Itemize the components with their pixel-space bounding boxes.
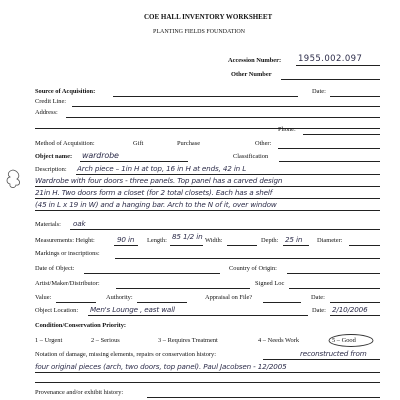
notation-rule-1	[263, 359, 380, 360]
date-of-object-line	[84, 273, 220, 274]
purchase-option: Purchase	[177, 140, 201, 147]
classification-line	[279, 161, 380, 162]
accession-number-line	[296, 65, 380, 66]
object-location-value: Men's Lounge , east wall	[90, 305, 175, 314]
source-label: Source of Acquisition:	[35, 88, 96, 95]
height-line	[114, 245, 138, 246]
notation-rule-2	[35, 372, 380, 373]
source-date-line	[330, 96, 380, 97]
worksheet-title: COE HALL INVENTORY WORKSHEET	[144, 13, 273, 21]
provenance-label: Provenance and/or exhibit history:	[35, 389, 124, 396]
description-line-1: Arch piece – 1in H at top, 16 in H at ends, 42 in L	[77, 164, 247, 173]
description-rule-3	[35, 198, 380, 199]
provenance-line	[147, 397, 380, 398]
materials-value: oak	[73, 219, 86, 228]
depth-value: 25 in	[285, 235, 303, 244]
condition-title: Condition/Conservation Priority:	[35, 322, 127, 329]
description-line-2: Wardrobe with four doors - three panels. Top panel has a carved design	[35, 176, 283, 185]
object-name-value: wardrobe	[82, 151, 119, 160]
object-location-label: Object Location:	[35, 307, 79, 314]
authority-line	[137, 302, 187, 303]
location-date-line	[330, 315, 380, 316]
width-label: Width:	[205, 237, 223, 244]
credit-line-label: Credit Line:	[35, 98, 67, 105]
description-rule-1	[76, 174, 380, 175]
notation-value-1: reconstructed from	[300, 349, 367, 358]
description-line-4: (45 in L x 19 in W) and a hanging bar. Arch to the N of it, over window	[35, 200, 277, 209]
credit-line-line	[72, 106, 380, 107]
method-label: Method of Acquisition:	[35, 140, 95, 147]
accession-number-label: Accession Number:	[228, 57, 282, 64]
value-label: Value:	[35, 294, 52, 301]
depth-label: Depth:	[261, 237, 279, 244]
object-location-line	[88, 315, 308, 316]
depth-line	[283, 245, 309, 246]
length-value: 85 1/2 in	[172, 232, 203, 241]
description-rule-4	[35, 210, 380, 211]
country-label: Country of Origin:	[229, 265, 277, 272]
description-rule-2	[35, 186, 380, 187]
notation-rule-3	[35, 382, 380, 383]
signed-label: Signed Loc	[255, 280, 285, 287]
address-label: Address:	[35, 109, 58, 116]
scribble-mark	[4, 168, 22, 190]
diameter-line	[349, 245, 380, 246]
date-of-object-label: Date of Object:	[35, 265, 75, 272]
priority-4-option: 4 – Needs Work	[258, 337, 300, 344]
source-line	[113, 96, 298, 97]
other-number-line	[281, 79, 380, 80]
phone-line	[303, 134, 380, 135]
priority-2-option: 2 – Serious	[91, 337, 120, 344]
length-label: Length:	[147, 237, 167, 244]
appraisal-date-line	[330, 302, 380, 303]
other-method-line	[278, 148, 380, 149]
height-value: 90 in	[117, 235, 135, 244]
other-number-label: Other Number	[231, 71, 272, 78]
priority-5-circle	[326, 333, 376, 348]
authority-label: Authority:	[106, 294, 133, 301]
measurements-label: Measurements: Height:	[35, 237, 95, 244]
address-line-1	[66, 117, 380, 118]
location-date-value: 2/10/2006	[332, 305, 368, 314]
notation-value-2: four original pieces (arch, two doors, top panel). Paul Jacobsen - 12/2005	[35, 362, 287, 371]
signed-line	[289, 288, 380, 289]
accession-number-value: 1955.002.097	[298, 54, 363, 64]
appraisal-label: Appraisal on File?	[205, 294, 253, 301]
other-method-label: Other:	[255, 140, 272, 147]
priority-1-option: 1 – Urgent	[35, 337, 63, 344]
object-name-label: Object name:	[35, 153, 73, 160]
artist-label: Artist/Maker/Distributor:	[35, 280, 100, 287]
materials-line	[70, 229, 380, 230]
appraisal-line	[263, 302, 301, 303]
notation-label: Notation of damage, missing elements, repairs or conservation history:	[35, 351, 217, 358]
markings-line	[115, 258, 380, 259]
location-date-label: Date:	[312, 307, 326, 314]
source-date-label: Date:	[312, 88, 326, 95]
length-line	[170, 245, 203, 246]
description-line-3: 21in H. Two doors form a closet (for 2 total closets). Each has a shelf	[35, 188, 273, 197]
foundation-subtitle: PLANTING FIELDS FOUNDATION	[153, 29, 245, 35]
materials-label: Materials:	[35, 221, 61, 228]
country-line	[287, 273, 380, 274]
artist-line	[116, 288, 250, 289]
value-line	[56, 302, 96, 303]
appraisal-date-label: Date:	[311, 294, 325, 301]
markings-label: Markings or inscriptions:	[35, 250, 100, 257]
classification-label: Classification	[233, 153, 269, 160]
width-line	[227, 245, 257, 246]
phone-label: Phone:	[278, 126, 296, 133]
description-label: Description:	[35, 166, 67, 173]
priority-5-option: 5 – Good	[332, 337, 356, 344]
address-line-2	[35, 128, 380, 129]
object-name-line	[80, 161, 188, 162]
priority-3-option: 3 – Requires Treatment	[158, 337, 218, 344]
gift-option: Gift	[133, 140, 144, 147]
diameter-label: Diameter:	[317, 237, 343, 244]
